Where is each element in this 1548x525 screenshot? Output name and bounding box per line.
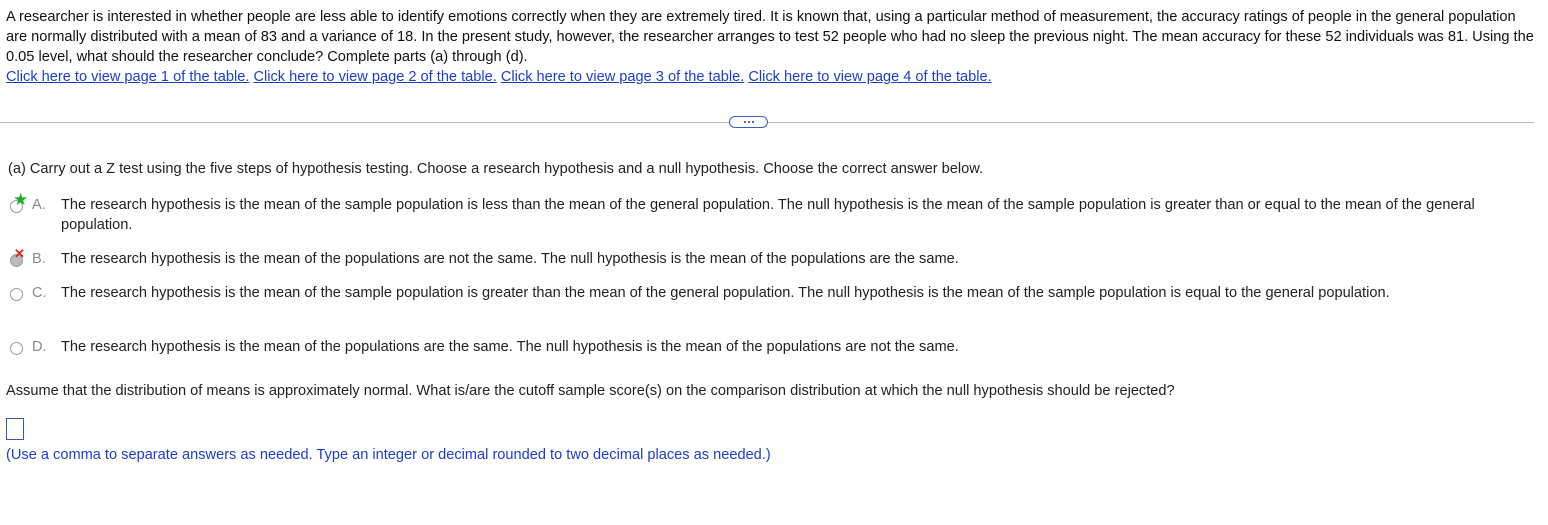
incorrect-x-icon: ✕ (14, 246, 25, 261)
problem-statement (6, 7, 1536, 87)
table-page-2-link[interactable]: Click here to view page 2 of the table. (253, 69, 497, 85)
table-page-1-link[interactable]: Click here to view page 1 of the table. (6, 69, 250, 85)
option-a-status (8, 190, 29, 213)
option-letter: C. (32, 285, 47, 301)
correct-star-icon: ★ (13, 190, 29, 209)
radio-button[interactable] (10, 288, 23, 301)
cutoff-question: Assume that the distribution of means is approximately normal. What is/are the cutoff sample score(s) on the comparison distribution at which the null hypothesis should be rejected? (6, 383, 1175, 399)
option-text: The research hypothesis is the mean of the sample population is less than the mean of the general population. The null hypothesis is the mean of the sample population is greater than or equal to the mean of the general population. (61, 197, 1475, 233)
radio-button[interactable] (10, 342, 23, 355)
cutoff-answer-box[interactable] (6, 418, 24, 440)
part-a-prompt: (a) Carry out a Z test using the five steps of hypothesis testing. Choose a research hypothesis and a null hypothesis. Choose the correct answer below. (8, 161, 984, 177)
table-page-3-link[interactable]: Click here to view page 3 of the table. (500, 69, 745, 85)
ellipsis-dot (752, 121, 754, 123)
cutoff-answer-input[interactable] (7, 419, 23, 439)
ellipsis-dot (748, 121, 750, 123)
option-letter: A. (32, 197, 46, 213)
answer-format-hint: (Use a comma to separate answers as needed. Type an integer or decimal rounded to two decimal places as needed.) (6, 447, 771, 463)
option-text: The research hypothesis is the mean of the sample population is greater than the mean of the general population. The null hypothesis is the mean of the sample population is equal to the general population. (61, 285, 1390, 301)
option-d-status (8, 339, 24, 355)
option-letter: B. (32, 251, 46, 267)
option-b-status (8, 246, 25, 267)
option-text: The research hypothesis is the mean of the populations are the same. The null hypothesis is the mean of the populations are not the same. (61, 339, 959, 355)
option-text: The research hypothesis is the mean of the populations are not the same. The null hypothesis is the mean of the populations are the same. (61, 251, 959, 267)
table-page-4-link[interactable]: Click here to view page 4 of the table. (748, 69, 992, 85)
table-links (6, 67, 1536, 87)
ellipsis-icon (744, 121, 746, 123)
option-letter: D. (32, 339, 47, 355)
expand-more-button[interactable] (729, 116, 768, 128)
option-c-status (8, 285, 24, 301)
problem-text: A researcher is interested in whether people are less able to identify emotions correctly when they are extremely tired. It is known that, using a particular method of measurement, the accuracy ratings of people in the general population are normally distributed with a mean of 83 and a variance of 18. In the present study, however, the researcher arranges to test 52 people who had no sleep the previous night. The mean accuracy for these 52 individuals was 81. Using the 0.05 level, what should the researcher conclude? Complete parts (a) through (d). (6, 9, 1534, 65)
